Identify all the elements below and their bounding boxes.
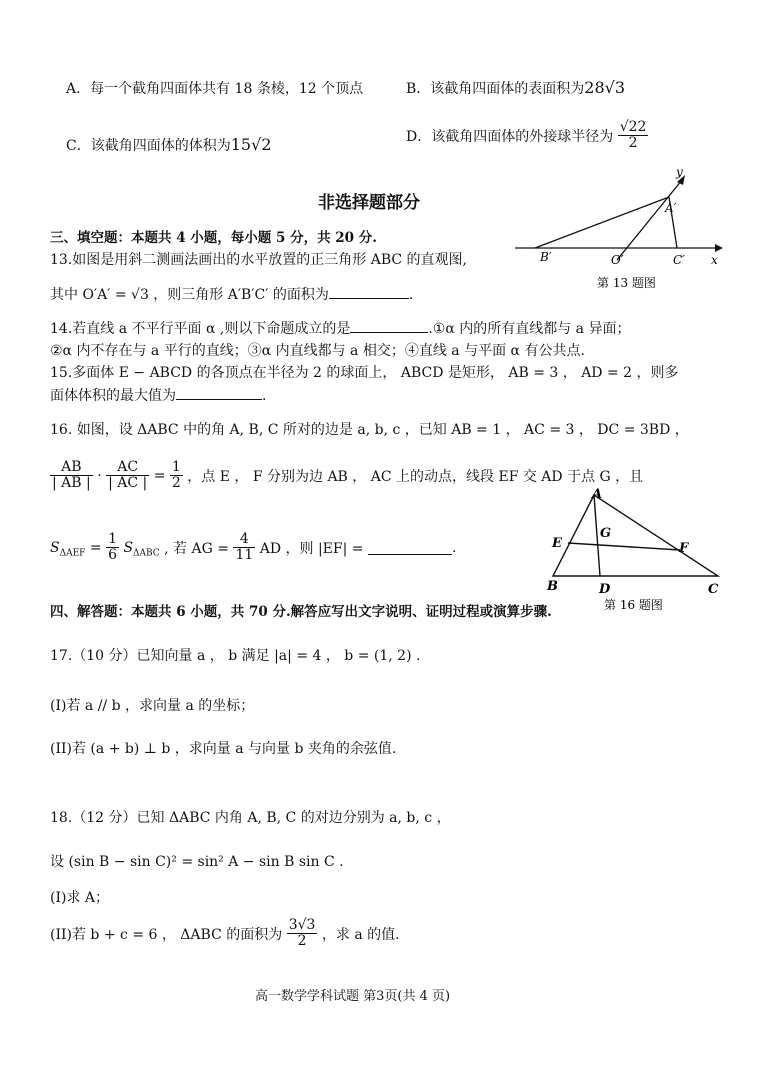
q18-condition: 设 (sin B − sin C)² = sin² A − sin B sin C . <box>50 854 344 870</box>
part3-header: 三、填空题：本题共 4 小题，每小题 5 分，共 20 分. <box>50 230 377 246</box>
q16-frac-ab-num: AB <box>50 460 93 476</box>
q16-half-num: 1 <box>171 459 181 475</box>
q16-s-right: S <box>123 539 134 556</box>
figure-16 <box>540 484 730 616</box>
q16-line2-rest: ，点 E ， F 分别为边 AB ， AC 上的动点，线段 EF 交 AD 于点 G ，且 <box>187 468 644 485</box>
segment-b-a <box>535 197 669 248</box>
option-b <box>406 78 625 98</box>
q16-eq: = <box>153 467 166 484</box>
q15-line2 <box>50 385 266 405</box>
q17-part1: (I)若 a // b ，求向量 a 的坐标； <box>50 698 255 714</box>
q16-frac-ac <box>106 460 149 492</box>
q16-frac-ag <box>233 532 255 564</box>
fig16-label-c: C <box>708 582 719 597</box>
q17-part2: (II)若 (a + b) ⊥ b ，求向量 a 与向量 b 夹角的余弦值. <box>50 741 397 757</box>
q16-half-den: 2 <box>171 475 181 492</box>
page-footer: 高一数学学科试题 第3页(共 4 页) <box>255 989 451 1004</box>
q18-part2-end: ，求 a 的值. <box>321 926 400 943</box>
q16-frac-ab <box>50 460 93 492</box>
q16-mid: , 若 AG = <box>164 540 229 557</box>
q16-dot: · <box>97 467 102 484</box>
triangle-abc <box>553 495 718 576</box>
label-c: C′ <box>673 253 685 267</box>
q14-line2: ②α 内不存在与 a 平行的直线；③α 内直线都与 a 相交；④直线 a 与平面 α 有公共点. <box>50 343 585 359</box>
option-d <box>406 120 648 152</box>
q16-frac-ac-den: | AC | <box>108 475 148 492</box>
q16-line3 <box>50 532 456 564</box>
q18-area-fraction <box>287 918 318 950</box>
q16-sixth-den: 6 <box>108 547 117 564</box>
x-axis-arrow <box>715 244 723 252</box>
label-b: B′ <box>540 250 552 264</box>
q16-ag-den: 11 <box>235 547 254 564</box>
label-a: A′ <box>665 201 677 215</box>
q16-answer-blank[interactable] <box>368 540 452 555</box>
q15-answer-blank[interactable] <box>176 385 262 400</box>
fig16-label-f: F <box>679 541 689 556</box>
fig13-caption: 第 13 题图 <box>597 276 656 290</box>
q13-line2-text: 其中 O′A′ = √3 ，则三角形 A′B′C′ 的面积为 <box>50 287 329 303</box>
option-d-text: D．该截角四面体的外接球半径为 <box>406 128 614 145</box>
option-c-text: C．该截角四面体的体积为 <box>66 138 231 154</box>
q18-stem: 18.（12 分）已知 ΔABC 内角 A, B, C 的对边分别为 a, b, c ， <box>50 810 451 826</box>
q15-line1: 15.多面体 E − ABCD 的各顶点在半径为 2 的球面上， ABCD 是矩形， AB = 3 ， AD = 2 ，则多 <box>50 365 679 381</box>
q14-line1-text: 14.若直线 a 不平行平面 α ,则以下命题成立的是 <box>50 321 351 337</box>
q16-frac-sixth <box>106 532 119 564</box>
q16-line1: 16. 如图，设 ΔABC 中的角 A, B, C 所对的边是 a, b, c ，已知 AB = 1 ， AC = 3 ， DC = 3BD ， <box>50 422 689 438</box>
q15-line2-text: 面体体积的最大值为 <box>50 388 176 404</box>
q16-frac-half <box>170 460 183 492</box>
q14-answer-blank[interactable] <box>350 318 428 333</box>
fig16-label-b: B <box>547 579 558 594</box>
q17-stem: 17.（10 分）已知向量 a ， b 满足 |a| = 4 ， b = (1, 2) . <box>50 648 421 664</box>
q14-line1-rest: .①α 内的所有直线都与 a 异面； <box>428 321 631 337</box>
option-c <box>66 135 271 155</box>
fig16-label-d: D <box>599 582 611 597</box>
q15-line2-end: . <box>262 388 267 404</box>
fig16-label-a: A <box>592 487 603 502</box>
q16-frac-ab-den: | AB | <box>52 475 91 492</box>
label-o: O′ <box>611 253 624 267</box>
option-b-value: 28√3 <box>584 78 626 97</box>
part4-header: 四、解答题：本题共 6 小题，共 70 分.解答应写出文字说明、证明过程或演算步骤. <box>50 604 552 620</box>
q18-area-num: 3√3 <box>288 917 316 933</box>
option-d-den: 2 <box>628 135 638 152</box>
q13-answer-blank[interactable] <box>329 284 409 299</box>
figure-13 <box>505 160 735 295</box>
section-title: 非选择题部分 <box>318 193 420 213</box>
q16-frac-ac-num: AC <box>106 460 149 476</box>
q16-tail: . <box>451 539 457 556</box>
fig16-caption: 第 16 题图 <box>604 598 663 612</box>
segment-ef <box>568 543 680 550</box>
q18-part2 <box>50 918 400 950</box>
q13-line1: 13.如图是用斜二测画法画出的水平放置的正三角形 ABC 的直观图, <box>50 252 467 268</box>
q16-eq2: = <box>89 539 102 556</box>
option-d-fraction <box>618 120 649 152</box>
option-b-text: B．该截角四面体的表面积为 <box>406 81 585 97</box>
q16-ag-num: 4 <box>233 532 255 548</box>
q18-part1: (I)求 A； <box>50 890 110 906</box>
q16-s-left: S <box>50 539 60 556</box>
q18-part2-text: (II)若 b + c = 6 ， ΔABC 的面积为 <box>50 926 283 943</box>
q16-sixth-num: 1 <box>108 531 117 547</box>
label-y: y <box>676 165 683 179</box>
q16-s-right-sub: ΔABC <box>133 548 160 559</box>
fig16-label-g: G <box>600 526 612 541</box>
q18-area-den: 2 <box>297 933 307 950</box>
q14-line1 <box>50 318 630 338</box>
label-x: x <box>711 253 718 267</box>
q16-ad: AD ，则 |EF| = <box>259 540 364 557</box>
q16-s-left-sub: ΔAEF <box>59 548 86 559</box>
option-a: A．每一个截角四面体共有 18 条棱，12 个顶点 <box>66 81 364 97</box>
q13-line2 <box>50 284 413 304</box>
option-d-num: √22 <box>619 119 647 135</box>
q13-line2-end: . <box>408 287 414 303</box>
fig16-label-e: E <box>552 536 562 551</box>
option-c-value: 15√2 <box>230 135 272 154</box>
